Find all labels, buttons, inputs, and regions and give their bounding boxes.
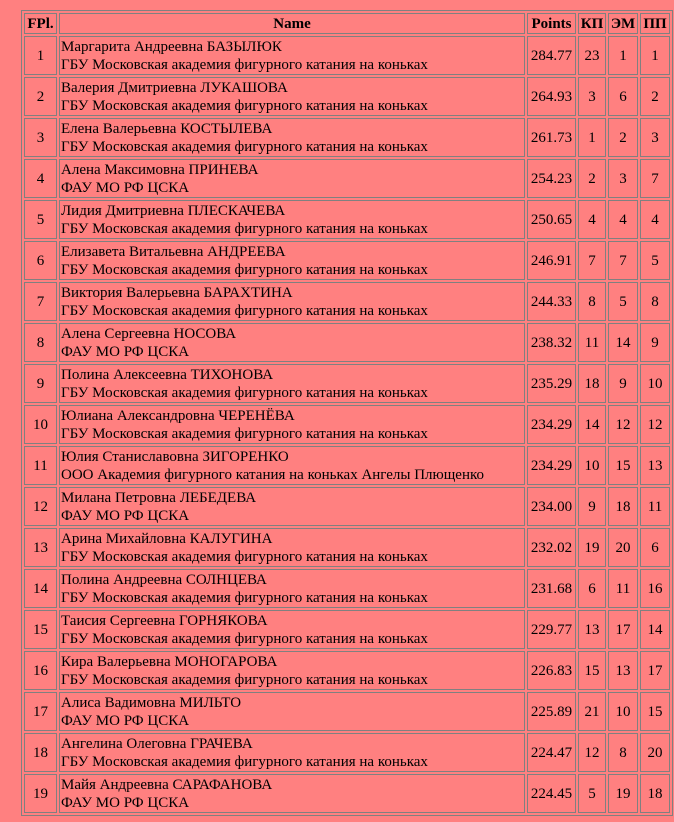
skater-club: ФАУ МО РФ ЦСКА xyxy=(61,179,190,196)
fpl-cell: 17 xyxy=(24,692,57,731)
results-body xyxy=(24,36,670,813)
kp-cell: 15 xyxy=(578,651,606,690)
pp-cell: 1 xyxy=(640,36,670,75)
em-cell: 2 xyxy=(608,118,638,157)
header-fpl: FPl. xyxy=(24,13,57,34)
points-cell: 246.91 xyxy=(527,241,576,280)
skater-name: Маргарита Андреевна БАЗЫЛЮК xyxy=(61,38,282,55)
skater-cell xyxy=(59,487,525,526)
kp-cell: 23 xyxy=(578,36,606,75)
pp-cell: 11 xyxy=(640,487,670,526)
table-row xyxy=(24,733,670,772)
table-row xyxy=(24,200,670,239)
skater-name: Елизавета Витальевна АНДРЕЕВА xyxy=(61,243,286,260)
points-cell: 235.29 xyxy=(527,364,576,403)
em-cell: 17 xyxy=(608,610,638,649)
points-cell: 225.89 xyxy=(527,692,576,731)
kp-cell: 3 xyxy=(578,77,606,116)
skater-name: Валерия Дмитриевна ЛУКАШОВА xyxy=(61,79,288,96)
skater-name: Полина Алексеевна ТИХОНОВА xyxy=(61,366,274,383)
skater-name: Таисия Сергеевна ГОРНЯКОВА xyxy=(61,612,268,629)
skater-club: ГБУ Московская академия фигурного катания на коньках xyxy=(61,548,428,565)
skater-cell xyxy=(59,364,525,403)
fpl-cell: 12 xyxy=(24,487,57,526)
table-row xyxy=(24,774,670,813)
skater-club: ГБУ Московская академия фигурного катания на коньках xyxy=(61,384,428,401)
em-cell: 5 xyxy=(608,282,638,321)
skater-name: Полина Андреевна СОЛНЦЕВА xyxy=(61,571,267,588)
kp-cell: 2 xyxy=(578,159,606,198)
em-cell: 9 xyxy=(608,364,638,403)
skater-name: Милана Петровна ЛЕБЕДЕВА xyxy=(61,489,257,506)
skater-cell xyxy=(59,36,525,75)
fpl-cell: 13 xyxy=(24,528,57,567)
skater-name: Ангелина Олеговна ГРАЧЕВА xyxy=(61,735,253,752)
em-cell: 18 xyxy=(608,487,638,526)
fpl-cell: 15 xyxy=(24,610,57,649)
skater-club: ФАУ МО РФ ЦСКА xyxy=(61,794,190,811)
kp-cell: 11 xyxy=(578,323,606,362)
skater-cell xyxy=(59,528,525,567)
pp-cell: 15 xyxy=(640,692,670,731)
kp-cell: 5 xyxy=(578,774,606,813)
table-row xyxy=(24,528,670,567)
points-cell: 284.77 xyxy=(527,36,576,75)
em-cell: 8 xyxy=(608,733,638,772)
points-cell: 244.33 xyxy=(527,282,576,321)
kp-cell: 1 xyxy=(578,118,606,157)
table-row xyxy=(24,569,670,608)
pp-cell: 6 xyxy=(640,528,670,567)
points-cell: 226.83 xyxy=(527,651,576,690)
skater-club: ФАУ МО РФ ЦСКА xyxy=(61,343,190,360)
skater-cell xyxy=(59,569,525,608)
points-cell: 234.29 xyxy=(527,405,576,444)
em-cell: 1 xyxy=(608,36,638,75)
kp-cell: 4 xyxy=(578,200,606,239)
skater-cell xyxy=(59,77,525,116)
fpl-cell: 5 xyxy=(24,200,57,239)
fpl-cell: 19 xyxy=(24,774,57,813)
skater-club: ГБУ Московская академия фигурного катания на коньках xyxy=(61,630,428,647)
kp-cell: 19 xyxy=(578,528,606,567)
kp-cell: 10 xyxy=(578,446,606,485)
kp-cell: 13 xyxy=(578,610,606,649)
skater-club: ГБУ Московская академия фигурного катания на коньках xyxy=(61,56,428,73)
skater-club: ГБУ Московская академия фигурного катания на коньках xyxy=(61,302,428,319)
skater-name: Кира Валерьевна МОНОГАРОВА xyxy=(61,653,278,670)
skater-club: ФАУ МО РФ ЦСКА xyxy=(61,712,190,729)
header-name: Name xyxy=(59,13,525,34)
em-cell: 12 xyxy=(608,405,638,444)
table-row xyxy=(24,446,670,485)
fpl-cell: 7 xyxy=(24,282,57,321)
skater-name: Юлия Станиславовна ЗИГОРЕНКО xyxy=(61,448,289,465)
skater-cell xyxy=(59,118,525,157)
fpl-cell: 9 xyxy=(24,364,57,403)
skater-club: ГБУ Московская академия фигурного катания на коньках xyxy=(61,220,428,237)
em-cell: 7 xyxy=(608,241,638,280)
skater-name: Майя Андреевна САРАФАНОВА xyxy=(61,776,273,793)
results-table xyxy=(21,10,673,816)
fpl-cell: 14 xyxy=(24,569,57,608)
fpl-cell: 16 xyxy=(24,651,57,690)
pp-cell: 10 xyxy=(640,364,670,403)
table-row xyxy=(24,405,670,444)
pp-cell: 12 xyxy=(640,405,670,444)
skater-club: ГБУ Московская академия фигурного катания на коньках xyxy=(61,671,428,688)
skater-cell xyxy=(59,774,525,813)
table-row xyxy=(24,282,670,321)
pp-cell: 5 xyxy=(640,241,670,280)
fpl-cell: 3 xyxy=(24,118,57,157)
points-cell: 234.00 xyxy=(527,487,576,526)
header-points: Points xyxy=(527,13,576,34)
skater-name: Елена Валерьевна КОСТЫЛЕВА xyxy=(61,120,273,137)
pp-cell: 20 xyxy=(640,733,670,772)
header-em: ЭМ xyxy=(608,13,638,34)
kp-cell: 18 xyxy=(578,364,606,403)
skater-club: ГБУ Московская академия фигурного катания на коньках xyxy=(61,589,428,606)
em-cell: 13 xyxy=(608,651,638,690)
skater-club: ГБУ Московская академия фигурного катания на коньках xyxy=(61,753,428,770)
em-cell: 15 xyxy=(608,446,638,485)
skater-cell xyxy=(59,159,525,198)
points-cell: 224.47 xyxy=(527,733,576,772)
skater-club: ГБУ Московская академия фигурного катания на коньках xyxy=(61,425,428,442)
skater-name: Лидия Дмитриевна ПЛЕСКАЧЕВА xyxy=(61,202,286,219)
skater-cell xyxy=(59,200,525,239)
points-cell: 264.93 xyxy=(527,77,576,116)
skater-club: ООО Академия фигурного катания на коньках Ангелы Плющенко xyxy=(61,466,485,483)
pp-cell: 14 xyxy=(640,610,670,649)
table-row xyxy=(24,36,670,75)
fpl-cell: 18 xyxy=(24,733,57,772)
skater-cell xyxy=(59,446,525,485)
pp-cell: 18 xyxy=(640,774,670,813)
em-cell: 14 xyxy=(608,323,638,362)
header-kp: КП xyxy=(578,13,606,34)
skater-name: Алиса Вадимовна МИЛЬТО xyxy=(61,694,242,711)
pp-cell: 17 xyxy=(640,651,670,690)
em-cell: 11 xyxy=(608,569,638,608)
em-cell: 6 xyxy=(608,77,638,116)
points-cell: 250.65 xyxy=(527,200,576,239)
fpl-cell: 4 xyxy=(24,159,57,198)
em-cell: 10 xyxy=(608,692,638,731)
points-cell: 229.77 xyxy=(527,610,576,649)
points-cell: 238.32 xyxy=(527,323,576,362)
points-cell: 232.02 xyxy=(527,528,576,567)
fpl-cell: 1 xyxy=(24,36,57,75)
pp-cell: 13 xyxy=(640,446,670,485)
kp-cell: 21 xyxy=(578,692,606,731)
table-row xyxy=(24,487,670,526)
table-row xyxy=(24,692,670,731)
kp-cell: 6 xyxy=(578,569,606,608)
kp-cell: 9 xyxy=(578,487,606,526)
header-row xyxy=(24,13,670,34)
fpl-cell: 8 xyxy=(24,323,57,362)
table-row xyxy=(24,323,670,362)
points-cell: 231.68 xyxy=(527,569,576,608)
em-cell: 20 xyxy=(608,528,638,567)
pp-cell: 2 xyxy=(640,77,670,116)
table-row xyxy=(24,241,670,280)
skater-cell xyxy=(59,282,525,321)
pp-cell: 9 xyxy=(640,323,670,362)
em-cell: 19 xyxy=(608,774,638,813)
pp-cell: 8 xyxy=(640,282,670,321)
fpl-cell: 6 xyxy=(24,241,57,280)
pp-cell: 3 xyxy=(640,118,670,157)
skater-cell xyxy=(59,610,525,649)
kp-cell: 8 xyxy=(578,282,606,321)
skater-cell xyxy=(59,692,525,731)
pp-cell: 16 xyxy=(640,569,670,608)
skater-club: ГБУ Московская академия фигурного катания на коньках xyxy=(61,97,428,114)
header-pp: ПП xyxy=(640,13,670,34)
table-row xyxy=(24,364,670,403)
table-row xyxy=(24,118,670,157)
skater-name: Юлиана Александровна ЧЕРЕНЁВА xyxy=(61,407,295,424)
table-row xyxy=(24,651,670,690)
points-cell: 224.45 xyxy=(527,774,576,813)
kp-cell: 7 xyxy=(578,241,606,280)
em-cell: 4 xyxy=(608,200,638,239)
fpl-cell: 2 xyxy=(24,77,57,116)
points-cell: 254.23 xyxy=(527,159,576,198)
skater-club: ГБУ Московская академия фигурного катания на коньках xyxy=(61,261,428,278)
skater-cell xyxy=(59,651,525,690)
skater-cell xyxy=(59,405,525,444)
kp-cell: 14 xyxy=(578,405,606,444)
skater-club: ФАУ МО РФ ЦСКА xyxy=(61,507,190,524)
skater-name: Арина Михайловна КАЛУГИНА xyxy=(61,530,273,547)
pp-cell: 7 xyxy=(640,159,670,198)
skater-name: Виктория Валерьевна БАРАХТИНА xyxy=(61,284,293,301)
skater-name: Алена Сергеевна НОСОВА xyxy=(61,325,237,342)
skater-club: ГБУ Московская академия фигурного катания на коньках xyxy=(61,138,428,155)
fpl-cell: 10 xyxy=(24,405,57,444)
points-cell: 234.29 xyxy=(527,446,576,485)
table-row xyxy=(24,159,670,198)
table-row xyxy=(24,77,670,116)
kp-cell: 12 xyxy=(578,733,606,772)
table-row xyxy=(24,610,670,649)
skater-name: Алена Максимовна ПРИНЕВА xyxy=(61,161,259,178)
em-cell: 3 xyxy=(608,159,638,198)
skater-cell xyxy=(59,241,525,280)
fpl-cell: 11 xyxy=(24,446,57,485)
points-cell: 261.73 xyxy=(527,118,576,157)
skater-cell xyxy=(59,323,525,362)
pp-cell: 4 xyxy=(640,200,670,239)
results-header xyxy=(24,13,670,34)
skater-cell xyxy=(59,733,525,772)
